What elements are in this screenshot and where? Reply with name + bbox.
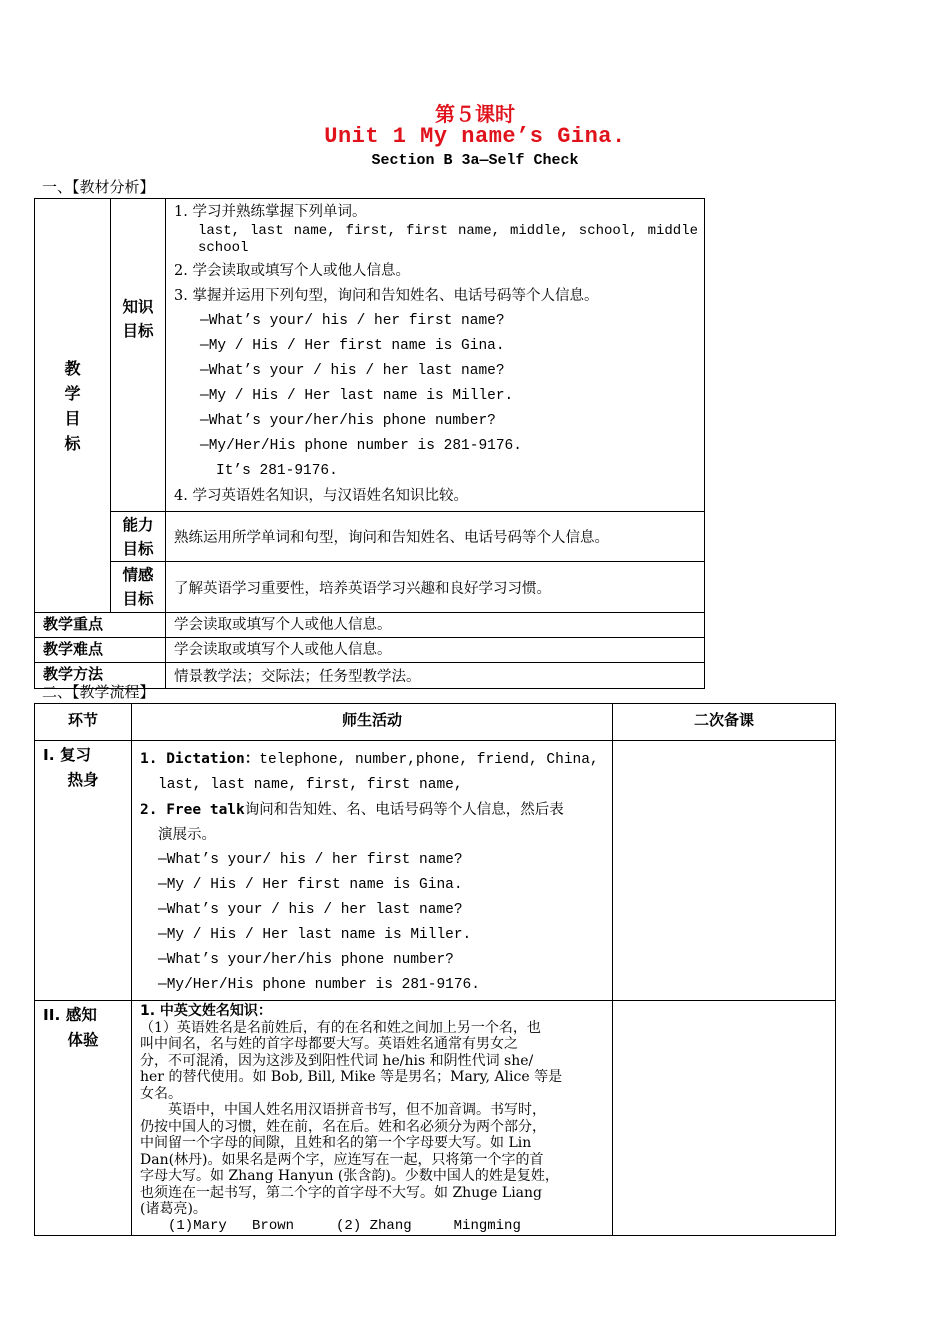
difficulty-content: 学会读取或填写个人或他人信息。	[166, 638, 705, 663]
emotion-goal-label: 情感 目标	[111, 562, 166, 613]
key-point-content: 学会读取或填写个人或他人信息。	[166, 613, 705, 638]
col-header-activities: 师生活动	[132, 704, 613, 741]
knowledge-goal-label: 知识 目标	[111, 199, 166, 512]
method-label: 教学方法	[35, 663, 166, 689]
ability-goal-label: 能力 目标	[111, 512, 166, 562]
difficulty-label: 教学难点	[35, 638, 166, 663]
teaching-goals-label: 教 学 目 标	[35, 199, 111, 613]
part2-heading: 二、【教学流程】	[42, 683, 155, 701]
step2-label: II. 感知 体验	[35, 1001, 132, 1236]
key-point-label: 教学重点	[35, 613, 166, 638]
ability-goal-content: 熟练运用所学单词和句型，询问和告知姓名、电话号码等个人信息。	[166, 512, 705, 562]
col-header-step: 环节	[35, 704, 132, 741]
process-table	[34, 703, 836, 1236]
method-content: 情景教学法；交际法；任务型教学法。	[166, 663, 705, 689]
step2-second-prep	[613, 1001, 836, 1236]
analysis-table	[34, 198, 705, 689]
step1-second-prep	[613, 741, 836, 1001]
step2-activities: 1. 中英文姓名知识： （1）英语姓名是名前姓后，有的在名和姓之间加上另一个名，也 叫中间名，名与姓的首字母都要大写。英语姓名通常有男女之 分，不可混淆，因为这涉及到阳性代词 he/his 和阴性代词 she/ her 的替代使用。如 Bob, Bill, Mike 等是男名；Mary, Alice 等是 女名。 英语中，中国人姓名用汉语拼音书写，但不加音调。书写时， 仍按中国人的习惯，姓在前，名在后。姓和名必须分为两个部分， 中间留一个字母的间隙，且姓和名的第一个字母要大写。如 Lin Dan(林丹)。如果名是两个字，应连写在一起，只将第一个字的首 字母大写。如 Zhang Hanyun (张含韵)。少数中国人的姓是复姓， 也须连在一起书写，第二个字的首字母不大写。如 Zhuge Liang (诸葛亮)。 (1)Mary Brown (2) Zhang Mingming	[132, 1001, 613, 1236]
unit-title: Unit 1 My name’s Gina.	[324, 124, 626, 149]
section-title: Section B 3a—Self Check	[371, 152, 579, 169]
lesson-number: 第５课时	[435, 102, 515, 126]
step1-activities: 1. Dictation：telephone, number,phone, friend, China, last, last name, first, first name, 2. Free talk询问和告知姓、名、电话号码等个人信息，然后表 演展示。 —What’s your/ his / her first name? —My / His / Her first name is Gina. —What’s your / his / her last name? —My / His / Her last name is Miller. —What’s your/her/his phone number? —My/Her/His phone number is 281-9176.	[132, 741, 613, 1001]
col-header-second-prep: 二次备课	[613, 704, 836, 741]
knowledge-goal-content: 1. 学习并熟练掌握下列单词。 last, last name, first, first name, middle, school, middle school 2. 学会读取或填写个人或他人信息。 3. 掌握并运用下列句型，询问和告知姓名、电话号码等个人信息。 —What’s your/ his / her first name? —My / His / Her first name is Gina. —What’s your / his / her last name? —My / His / Her last name is Miller. —What’s your/her/his phone number? —My/Her/His phone number is 281-9176. It’s 281-9176. 4. 学习英语姓名知识，与汉语姓名知识比较。	[166, 199, 705, 512]
part1-heading: 一、【教材分析】	[42, 178, 155, 196]
emotion-goal-content: 了解英语学习重要性，培养英语学习兴趣和良好学习习惯。	[166, 562, 705, 613]
step1-label: I. 复习 热身	[35, 741, 132, 1001]
